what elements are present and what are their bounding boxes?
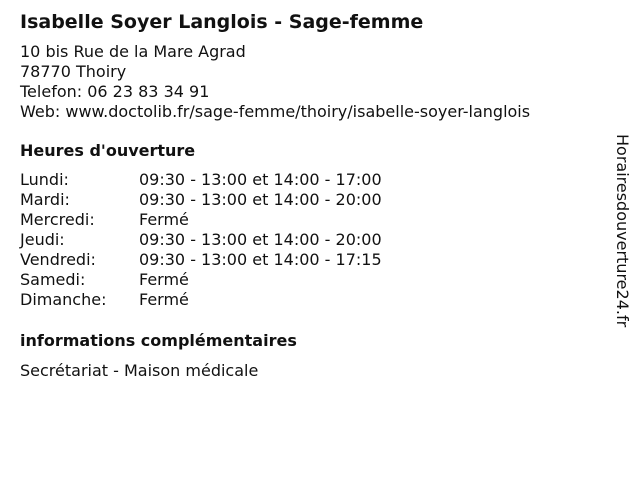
web-line: Web: www.doctolib.fr/sage-femme/thoiry/isabelle-soyer-langlois xyxy=(20,102,531,121)
hours-time: 09:30 - 13:00 et 14:00 - 17:15 xyxy=(139,250,382,269)
hours-time: 09:30 - 13:00 et 14:00 - 17:00 xyxy=(139,170,382,189)
hours-time: 09:30 - 13:00 et 14:00 - 20:00 xyxy=(139,230,382,249)
hours-day: Mercredi: xyxy=(20,210,95,229)
hours-day: Jeudi: xyxy=(20,230,65,249)
site-watermark-label: Horairesdouverture24.fr xyxy=(613,134,632,328)
hours-row xyxy=(20,170,610,190)
address-city: 78770 Thoiry xyxy=(20,62,127,81)
hours-day: Vendredi: xyxy=(20,250,96,269)
additional-info-text: Secrétariat - Maison médicale xyxy=(20,361,259,380)
hours-time: 09:30 - 13:00 et 14:00 - 20:00 xyxy=(139,190,382,209)
page-title: Isabelle Soyer Langlois - Sage-femme xyxy=(20,11,424,33)
hours-time: Fermé xyxy=(139,290,189,309)
address-street: 10 bis Rue de la Mare Agrad xyxy=(20,42,246,61)
hours-row xyxy=(20,230,610,250)
hours-day: Dimanche: xyxy=(20,290,107,309)
hours-row xyxy=(20,290,610,310)
hours-row xyxy=(20,190,610,210)
hours-row xyxy=(20,270,610,290)
hours-row xyxy=(20,250,610,270)
opening-hours-heading: Heures d'ouverture xyxy=(20,141,196,160)
practitioner-card xyxy=(20,10,610,381)
phone-line: Telefon: 06 23 83 34 91 xyxy=(20,82,210,101)
hours-day: Mardi: xyxy=(20,190,70,209)
hours-day: Samedi: xyxy=(20,270,86,289)
additional-info-heading: informations complémentaires xyxy=(20,331,297,350)
hours-time: Fermé xyxy=(139,210,189,229)
opening-hours-table xyxy=(20,170,610,310)
hours-row xyxy=(20,210,610,230)
hours-day: Lundi: xyxy=(20,170,69,189)
hours-time: Fermé xyxy=(139,270,189,289)
